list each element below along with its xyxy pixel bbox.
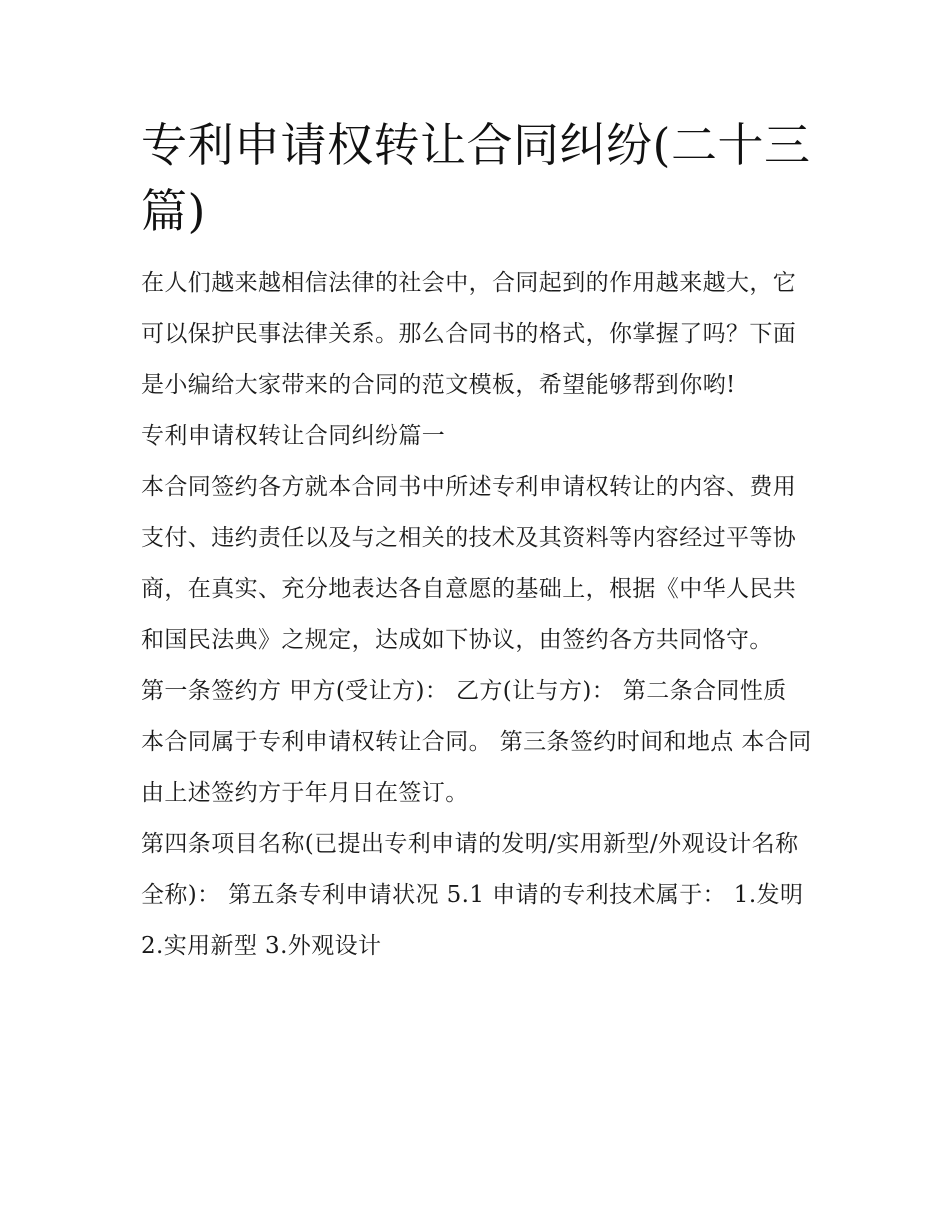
preamble-paragraph: 本合同签约各方就本合同书中所述专利申请权转让的内容、费用支付、违约责任以及与之相关的技术及其资料等内容经过平等协商，在真实、充分地表达各自意愿的基础上，根据《中华人民共和国民法典》之规定，达成如下协议，由签约各方共同恪守。 bbox=[141, 474, 797, 653]
articles-4-5-paragraph: 第四条项目名称(已提出专利申请的发明/实用新型/外观设计名称全称)： 第五条专利申请状况 5.1 申请的专利技术属于： 1.发明 2.实用新型 3.外观设计 bbox=[141, 831, 804, 959]
intro-paragraph: 在人们越来越相信法律的社会中，合同起到的作用越来越大，它可以保护民事法律关系。那么合同书的格式，你掌握了吗？下面是小编给大家带来的合同的范文模板，希望能够帮到你哟! bbox=[141, 270, 797, 398]
section-heading: 专利申请权转让合同纠纷篇一 bbox=[141, 423, 446, 449]
document-title: 专利申请权转让合同纠纷(二十三篇) bbox=[141, 118, 811, 238]
articles-1-3-paragraph: 第一条签约方 甲方(受让方)： 乙方(让与方)： 第二条合同性质 本合同属于专利申请权转让合同。 第三条签约时间和地点 本合同由上述签约方于年月日在签订。 bbox=[141, 678, 812, 806]
document-page bbox=[141, 112, 813, 972]
